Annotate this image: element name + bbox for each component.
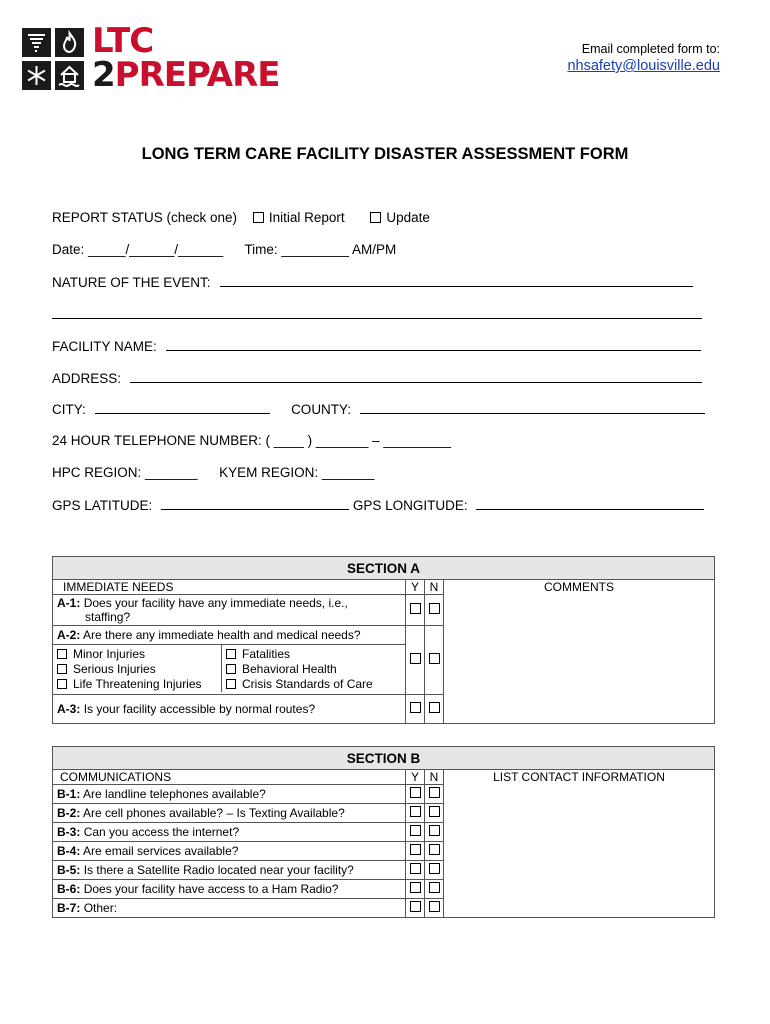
logo-ltc-text: LTC [92,21,154,61]
nature-input-line-2[interactable] [52,306,702,319]
facility-label: FACILITY NAME: [52,339,157,354]
b1-text: Are landline telephones available? [83,787,266,801]
a2-id: A-2: [57,628,81,642]
gps-latitude-input[interactable] [161,497,349,510]
ltc-prepare-logo [22,21,282,95]
initial-report-checkbox[interactable] [253,212,264,223]
b5-yes-checkbox[interactable] [410,863,421,874]
b4-no-checkbox[interactable] [429,844,440,855]
nature-input-line[interactable] [220,274,693,287]
yes-header: Y [406,770,425,785]
no-header: N [425,580,444,595]
b7-no-checkbox[interactable] [429,901,440,912]
b6-no-checkbox[interactable] [429,882,440,893]
communications-header: COMMUNICATIONS [53,770,406,785]
b3-yes-checkbox[interactable] [410,825,421,836]
date-field[interactable]: Date: _____/______/______ [52,242,224,257]
logo-prepare-text: PREPARE [114,55,280,95]
hazard-icons-grid [22,28,86,92]
b1-no-checkbox[interactable] [429,787,440,798]
comments-header: COMMENTS [544,580,614,594]
b1-yes-checkbox[interactable] [410,787,421,798]
report-status-row [52,210,430,225]
behavioral-health-checkbox[interactable] [226,664,236,674]
crisis-standards-label: Crisis Standards of Care [242,677,373,691]
address-label: ADDRESS: [52,371,122,386]
gps-longitude-label: GPS LONGITUDE: [352,498,468,513]
a2-text: Are there any immediate health and medical needs? [83,628,361,642]
b6-id: B-6: [57,882,81,896]
tornado-icon [22,28,51,57]
a3-id: A-3: [57,702,81,716]
report-status-label: REPORT STATUS (check one) [52,210,238,225]
a2-no-checkbox[interactable] [429,653,440,664]
b7-id: B-7: [57,901,81,915]
b2-no-checkbox[interactable] [429,806,440,817]
b2-text: Are cell phones available? – Is Texting Available? [83,806,345,820]
b4-text: Are email services available? [83,844,239,858]
kyem-region-field[interactable]: KYEM REGION: _______ [219,465,375,480]
a3-text: Is your facility accessible by normal routes? [83,702,316,716]
contact-info-header: LIST CONTACT INFORMATION [493,770,665,784]
b3-id: B-3: [57,825,81,839]
a3-yes-checkbox[interactable] [410,702,421,713]
logo-wordmark [92,21,280,95]
time-field[interactable]: Time: _________ AM/PM [244,242,397,257]
update-checkbox[interactable] [370,212,381,223]
logo-number: 2 [92,55,115,95]
no-header: N [425,770,444,785]
a2-yes-checkbox[interactable] [410,653,421,664]
initial-report-label: Initial Report [268,210,345,225]
email-label: Email completed form to: [581,42,720,56]
gps-row [52,497,704,513]
form-title: LONG TERM CARE FACILITY DISASTER ASSESSMENT FORM [141,145,629,163]
fire-icon [55,28,84,57]
regions-row [52,465,374,480]
facility-name-row [52,338,701,354]
minor-injuries-checkbox[interactable] [57,649,67,659]
county-input[interactable] [360,401,705,414]
b2-yes-checkbox[interactable] [410,806,421,817]
minor-injuries-label: Minor Injuries [73,647,146,661]
section-a-table [52,556,715,724]
b3-no-checkbox[interactable] [429,825,440,836]
a1-no-checkbox[interactable] [429,603,440,614]
snowflake-icon [22,61,51,90]
email-link[interactable]: nhsafety@louisville.edu [567,58,720,74]
yes-header: Y [406,580,425,595]
facility-name-input[interactable] [166,338,701,351]
b5-id: B-5: [57,863,81,877]
date-time-row [52,242,396,257]
telephone-row [52,433,451,448]
section-b-title: SECTION B [53,747,715,770]
a1-text-cont: staffing? [85,610,131,624]
section-a-title: SECTION A [53,557,715,580]
life-threatening-label: Life Threatening Injuries [73,677,202,691]
immediate-needs-header: IMMEDIATE NEEDS [53,580,406,595]
hpc-region-field[interactable]: HPC REGION: _______ [52,465,198,480]
behavioral-health-label: Behavioral Health [242,662,337,676]
city-input[interactable] [95,401,270,414]
flooded-house-icon [55,61,84,90]
section-b-table [52,746,715,918]
a1-id: A-1: [57,596,81,610]
b6-yes-checkbox[interactable] [410,882,421,893]
b7-yes-checkbox[interactable] [410,901,421,912]
nature-label: NATURE OF THE EVENT: [52,275,211,290]
address-input[interactable] [130,370,702,383]
b1-id: B-1: [57,787,81,801]
serious-injuries-label: Serious Injuries [73,662,156,676]
life-threatening-checkbox[interactable] [57,679,67,689]
b4-yes-checkbox[interactable] [410,844,421,855]
fatalities-checkbox[interactable] [226,649,236,659]
serious-injuries-checkbox[interactable] [57,664,67,674]
county-label: COUNTY: [291,402,352,417]
gps-longitude-input[interactable] [476,497,704,510]
a1-text: Does your facility have any immediate needs, i.e., [83,596,348,610]
city-label: CITY: [52,402,86,417]
b4-id: B-4: [57,844,81,858]
phone-field[interactable]: 24 HOUR TELEPHONE NUMBER: ( ____ ) _______ – _________ [52,433,451,448]
b6-text: Does your facility have access to a Ham Radio? [83,882,339,896]
gps-latitude-label: GPS LATITUDE: [52,498,153,513]
update-label: Update [386,210,430,225]
b5-no-checkbox[interactable] [429,863,440,874]
b7-text: Other: [83,901,118,915]
fatalities-label: Fatalities [242,647,291,661]
city-county-row [52,401,705,417]
b2-id: B-2: [57,806,81,820]
a3-no-checkbox[interactable] [429,702,440,713]
crisis-standards-checkbox[interactable] [226,679,236,689]
b5-text: Is there a Satellite Radio located near your facility? [83,863,354,877]
address-row [52,370,702,386]
nature-of-event-row [52,274,693,290]
a1-yes-checkbox[interactable] [410,603,421,614]
b3-text: Can you access the internet? [83,825,240,839]
